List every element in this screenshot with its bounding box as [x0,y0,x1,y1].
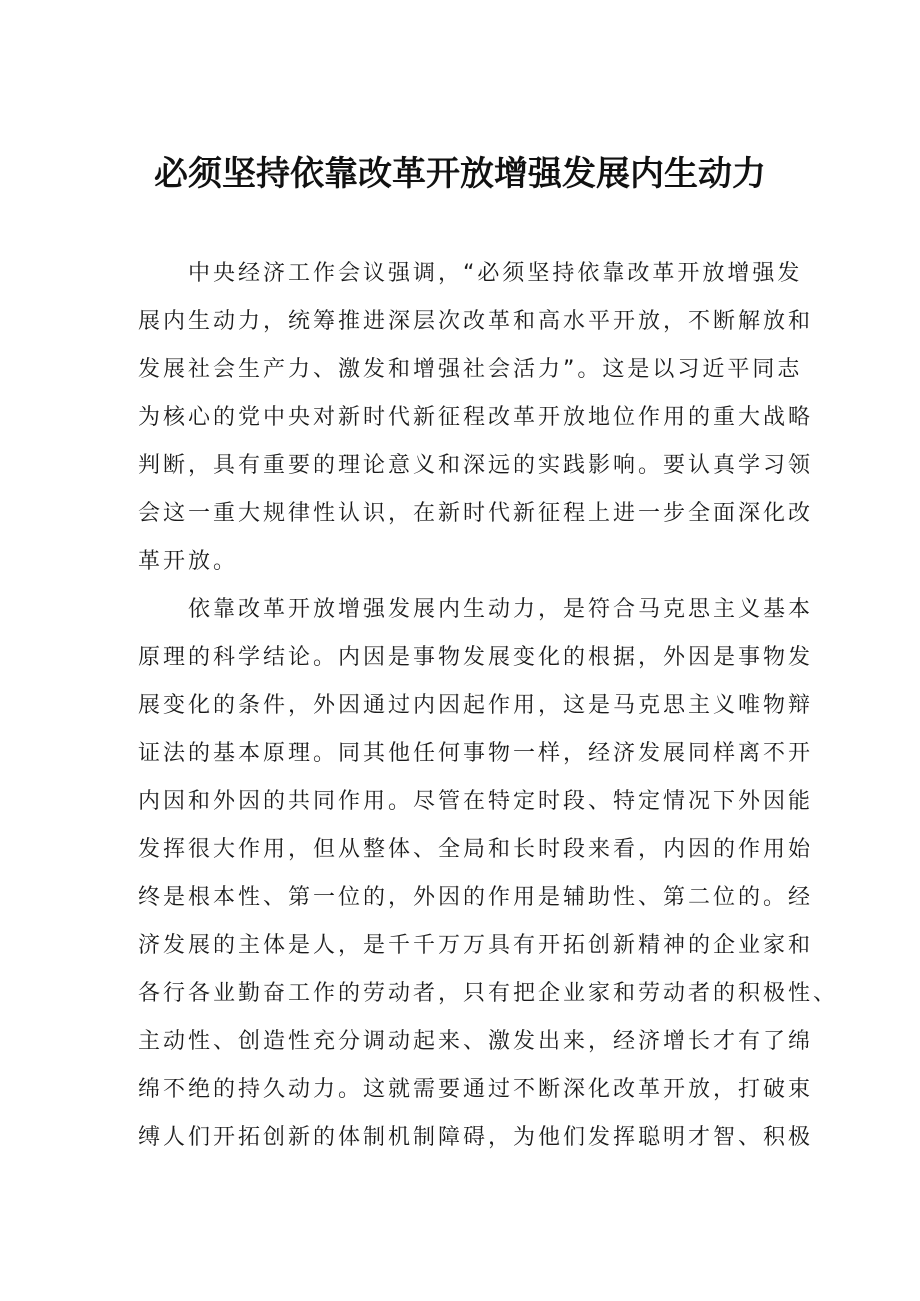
paragraph-line: 各行各业勤奋工作的劳动者，只有把企业家和劳动者的积极性、 [138,981,839,1006]
paragraph-line: 展内生动力，统筹推进深层次改革和高水平开放，不断解放和 [138,309,814,334]
paragraph-line: 原理的科学结论。内因是事物发展变化的根据，外因是事物发 [138,645,814,670]
paragraph-2 [138,586,839,1162]
paragraph-line: 发挥很大作用，但从整体、全局和长时段来看，内因的作用始 [138,837,814,862]
paragraph-line: 判断，具有重要的理论意义和深远的实践影响。要认真学习领 [138,453,814,478]
paragraph-line: 终是根本性、第一位的，外因的作用是辅助性、第二位的。经 [138,885,814,910]
paragraph-line: 中央经济工作会议强调，“必须坚持依靠改革开放增强发 [188,261,803,286]
paragraph-line: 会这一重大规律性认识，在新时代新征程上进一步全面深化改 [138,501,814,526]
paragraph-line: 缚人们开拓创新的体制机制障碍，为他们发挥聪明才智、积极 [138,1125,814,1150]
paragraph-line: 济发展的主体是人，是千千万万具有开拓创新精神的企业家和 [138,933,814,958]
document-title: 必须坚持依靠改革开放增强发展内生动力 [154,154,766,194]
paragraph-line: 绵不绝的持久动力。这就需要通过不断深化改革开放，打破束 [138,1077,814,1102]
paragraph-line: 发展社会生产力、激发和增强社会活力”。这是以习近平同志 [138,357,803,382]
paragraph-1 [138,250,814,586]
paragraph-line: 内因和外因的共同作用。尽管在特定时段、特定情况下外因能 [138,789,814,814]
paragraph-line: 主动性、创造性充分调动起来、激发出来，经济增长才有了绵 [138,1029,814,1054]
paragraph-line: 革开放。 [138,549,239,574]
paragraph-line: 依靠改革开放增强发展内生动力，是符合马克思主义基本 [188,597,814,622]
paragraph-line: 证法的基本原理。同其他任何事物一样，经济发展同样离不开 [138,741,814,766]
paragraph-line: 为核心的党中央对新时代新征程改革开放地位作用的重大战略 [138,405,814,430]
paragraph-line: 展变化的条件，外因通过内因起作用，这是马克思主义唯物辩 [138,693,814,718]
